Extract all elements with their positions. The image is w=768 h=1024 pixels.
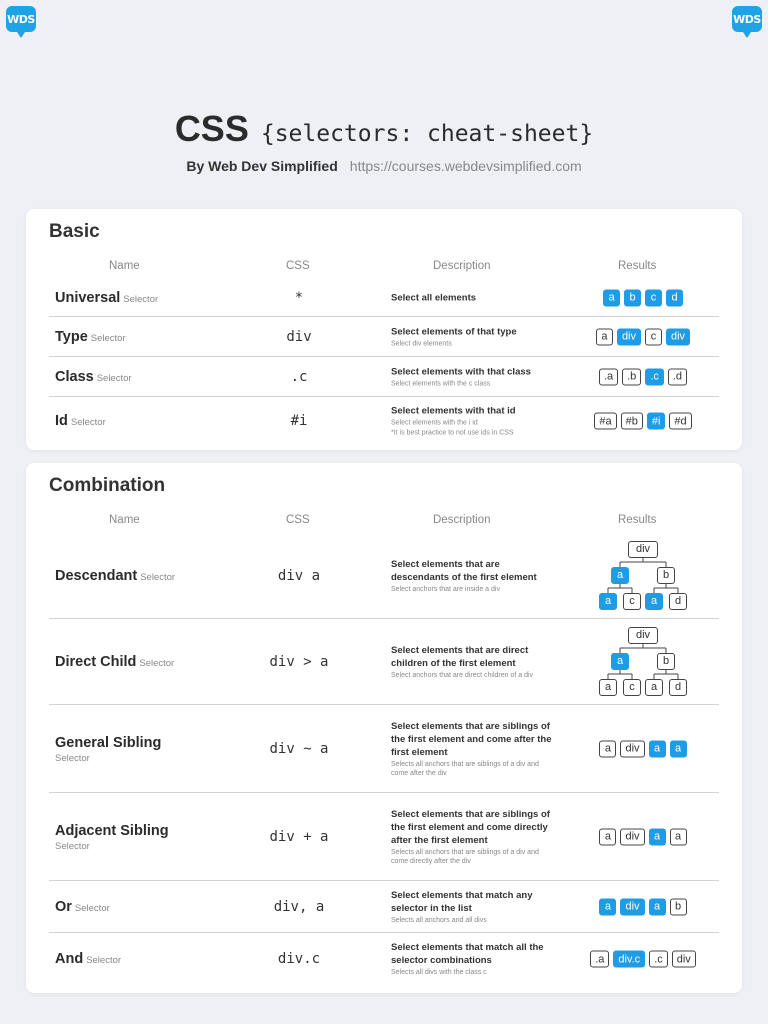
selector-name-text: Type <box>55 328 88 345</box>
wds-logo-pointer <box>743 32 751 38</box>
description-text: Select elements of that type <box>391 326 517 337</box>
description-text: Select elements that are siblings of the first element and come directly after the first element <box>391 808 550 846</box>
description <box>391 405 556 438</box>
description-example: Selects all anchors that are siblings of a div and come directly after the div <box>391 848 539 865</box>
result-chip: b <box>670 898 687 915</box>
title-line <box>0 108 768 150</box>
result-chip: div <box>620 740 644 757</box>
selector-name <box>55 328 245 346</box>
result-chip: .c <box>645 368 664 385</box>
selector-name <box>55 412 245 430</box>
description-example: Selects all anchors that are siblings of a div and come after the div <box>391 760 539 777</box>
table-row <box>49 881 719 933</box>
result-chip: a <box>611 653 629 670</box>
css-syntax: div, a <box>273 898 325 915</box>
results <box>567 368 719 385</box>
selector-suffix: Selector <box>86 955 122 966</box>
result-chip: .a <box>590 951 609 968</box>
result-chip: d <box>666 289 683 306</box>
selector-suffix: Selector <box>123 293 159 305</box>
description-text: Select elements with that class <box>391 366 531 377</box>
table-row <box>49 279 719 317</box>
result-chip: a <box>611 567 629 584</box>
results <box>567 898 719 915</box>
table-row <box>49 793 719 881</box>
results <box>567 541 719 611</box>
result-chip: #b <box>621 413 643 430</box>
col-header-css: CSS <box>286 514 310 526</box>
description <box>391 291 556 304</box>
css-syntax: div <box>286 328 312 345</box>
result-chip: b <box>657 567 675 584</box>
result-chip: a <box>599 593 617 610</box>
combination-section <box>26 463 742 993</box>
selector-name-text: And <box>55 951 84 967</box>
wds-logo-badge: WDS <box>732 6 762 32</box>
col-header-results: Results <box>618 260 657 272</box>
result-chip: div.c <box>613 951 645 968</box>
description-text: Select elements that match any selector in the list <box>391 889 533 914</box>
results <box>567 828 719 845</box>
selector-name-text: Adjacent Sibling <box>55 822 169 839</box>
description-text: Select elements that are siblings of the first element and come after the first element <box>391 720 552 758</box>
selector-name-text: Descendant <box>55 567 138 584</box>
result-chip: a <box>645 593 663 610</box>
description <box>391 558 556 594</box>
result-chip: c <box>645 289 662 306</box>
result-chip: a <box>649 828 666 845</box>
table-row <box>49 705 719 793</box>
result-chip: #i <box>647 413 666 430</box>
description-example: Selects all divs with the class c <box>391 969 487 976</box>
table-row <box>49 619 719 705</box>
result-chip: a <box>599 898 616 915</box>
col-header-results: Results <box>618 514 657 526</box>
description <box>391 644 556 680</box>
result-chip: b <box>624 289 641 306</box>
results-tree <box>578 541 708 611</box>
author-credit: By Web Dev Simplified <box>186 158 338 174</box>
result-chip: a <box>645 679 663 696</box>
result-chip: c <box>623 679 641 696</box>
results <box>567 627 719 697</box>
result-chip: c <box>623 593 641 610</box>
selector-name <box>55 368 245 386</box>
description <box>391 365 556 388</box>
description <box>391 325 556 348</box>
selector-name <box>55 653 245 671</box>
results <box>567 289 719 306</box>
result-chip: d <box>669 679 687 696</box>
description-text: Select elements with that id <box>391 405 516 417</box>
result-chip: a <box>670 828 687 845</box>
column-headers <box>26 260 742 276</box>
result-chip: #d <box>669 413 691 430</box>
result-chip: .d <box>668 368 687 385</box>
result-chip: a <box>649 740 666 757</box>
css-syntax: div > a <box>269 653 329 670</box>
selector-name-text: Class <box>55 368 94 385</box>
basic-section <box>26 209 742 450</box>
description-example: Select elements with the c class <box>391 380 491 387</box>
description-example: *It is best practice to not use ids in CSS <box>391 429 514 437</box>
selector-suffix: Selector <box>55 840 90 852</box>
results <box>567 413 719 430</box>
page-header <box>0 108 768 174</box>
section-title-basic: Basic <box>49 221 100 242</box>
result-chip: div <box>672 951 696 968</box>
result-chip: a <box>599 740 616 757</box>
selector-name <box>55 950 245 968</box>
description-example: Selects all anchors and all divs <box>391 916 487 924</box>
wds-logo-left <box>6 6 36 42</box>
col-header-css: CSS <box>286 260 310 272</box>
description-example: Select anchors that are inside a div <box>391 585 500 593</box>
description-example: Select elements with the i id <box>391 419 478 427</box>
selector-suffix: Selector <box>90 332 126 344</box>
table-row <box>49 317 719 357</box>
basic-rows <box>49 279 719 445</box>
description-example: Select anchors that are direct children of a div <box>391 671 534 679</box>
css-syntax: .c <box>290 368 308 385</box>
page-title: CSS <box>174 108 249 149</box>
css-syntax: div.c <box>277 951 321 967</box>
description <box>391 720 556 778</box>
css-syntax: * <box>294 289 304 306</box>
byline <box>0 158 768 174</box>
selector-name <box>55 289 245 307</box>
result-chip: div <box>666 328 690 345</box>
css-syntax: div a <box>277 567 321 584</box>
col-header-description: Description <box>433 514 491 526</box>
selector-suffix: Selector <box>96 372 132 384</box>
result-chip: a <box>596 328 613 345</box>
result-chip: a <box>603 289 620 306</box>
results <box>567 328 719 345</box>
result-chip: #a <box>594 413 616 430</box>
result-chip: div <box>628 541 658 558</box>
table-row <box>49 933 719 985</box>
results-tree <box>578 627 708 697</box>
selector-name <box>55 734 245 764</box>
css-syntax: #i <box>290 413 308 429</box>
column-headers <box>26 514 742 530</box>
description-text: Select elements that are direct children of the first element <box>391 644 529 669</box>
result-chip: .a <box>599 368 618 385</box>
selector-name-text: General Sibling <box>55 734 162 751</box>
result-chip: .b <box>622 368 641 385</box>
section-title-combination: Combination <box>49 475 166 496</box>
selector-name <box>55 567 245 585</box>
table-row <box>49 397 719 445</box>
selector-suffix: Selector <box>70 417 106 428</box>
selector-suffix: Selector <box>55 752 90 764</box>
result-chip: a <box>649 898 666 915</box>
selector-name <box>55 898 245 916</box>
description <box>391 889 556 925</box>
col-header-name: Name <box>109 514 140 526</box>
result-chip: a <box>599 828 616 845</box>
col-header-name: Name <box>109 260 140 272</box>
result-chip: div <box>620 828 644 845</box>
selector-suffix: Selector <box>74 902 110 914</box>
wds-logo-badge: WDS <box>6 6 36 32</box>
result-chip: .c <box>649 951 668 968</box>
selector-suffix: Selector <box>140 571 176 583</box>
selector-suffix: Selector <box>139 657 175 669</box>
combination-rows <box>49 533 719 985</box>
col-header-description: Description <box>433 260 491 272</box>
table-row <box>49 533 719 619</box>
results <box>567 951 719 968</box>
selector-name-text: Direct Child <box>55 653 137 670</box>
result-chip: div <box>628 627 658 644</box>
description-example: Select div elements <box>391 340 452 347</box>
table-row <box>49 357 719 397</box>
course-link[interactable]: https://courses.webdevsimplified.com <box>349 158 582 174</box>
css-syntax: div ~ a <box>269 740 329 757</box>
result-chip: a <box>670 740 687 757</box>
wds-logo-pointer <box>17 32 25 38</box>
result-chip: div <box>617 328 641 345</box>
selector-name-text: Id <box>55 413 68 429</box>
result-chip: b <box>657 653 675 670</box>
description <box>391 808 556 866</box>
result-chip: div <box>620 898 644 915</box>
description-text: Select elements that are descendants of the first element <box>391 558 537 583</box>
result-chip: a <box>599 679 617 696</box>
css-syntax: div + a <box>269 828 329 845</box>
result-chip: c <box>645 328 662 345</box>
results <box>567 740 719 757</box>
description <box>391 941 556 977</box>
wds-logo-right <box>732 6 762 42</box>
selector-name-text: Universal <box>55 289 121 306</box>
result-chip: d <box>669 593 687 610</box>
page-subtitle: {selectors: cheat-sheet} <box>260 121 594 147</box>
selector-name-text: Or <box>55 898 72 915</box>
description-text: Select all elements <box>391 292 477 303</box>
selector-name <box>55 822 245 852</box>
description-text: Select elements that match all the selector combinations <box>391 942 544 966</box>
